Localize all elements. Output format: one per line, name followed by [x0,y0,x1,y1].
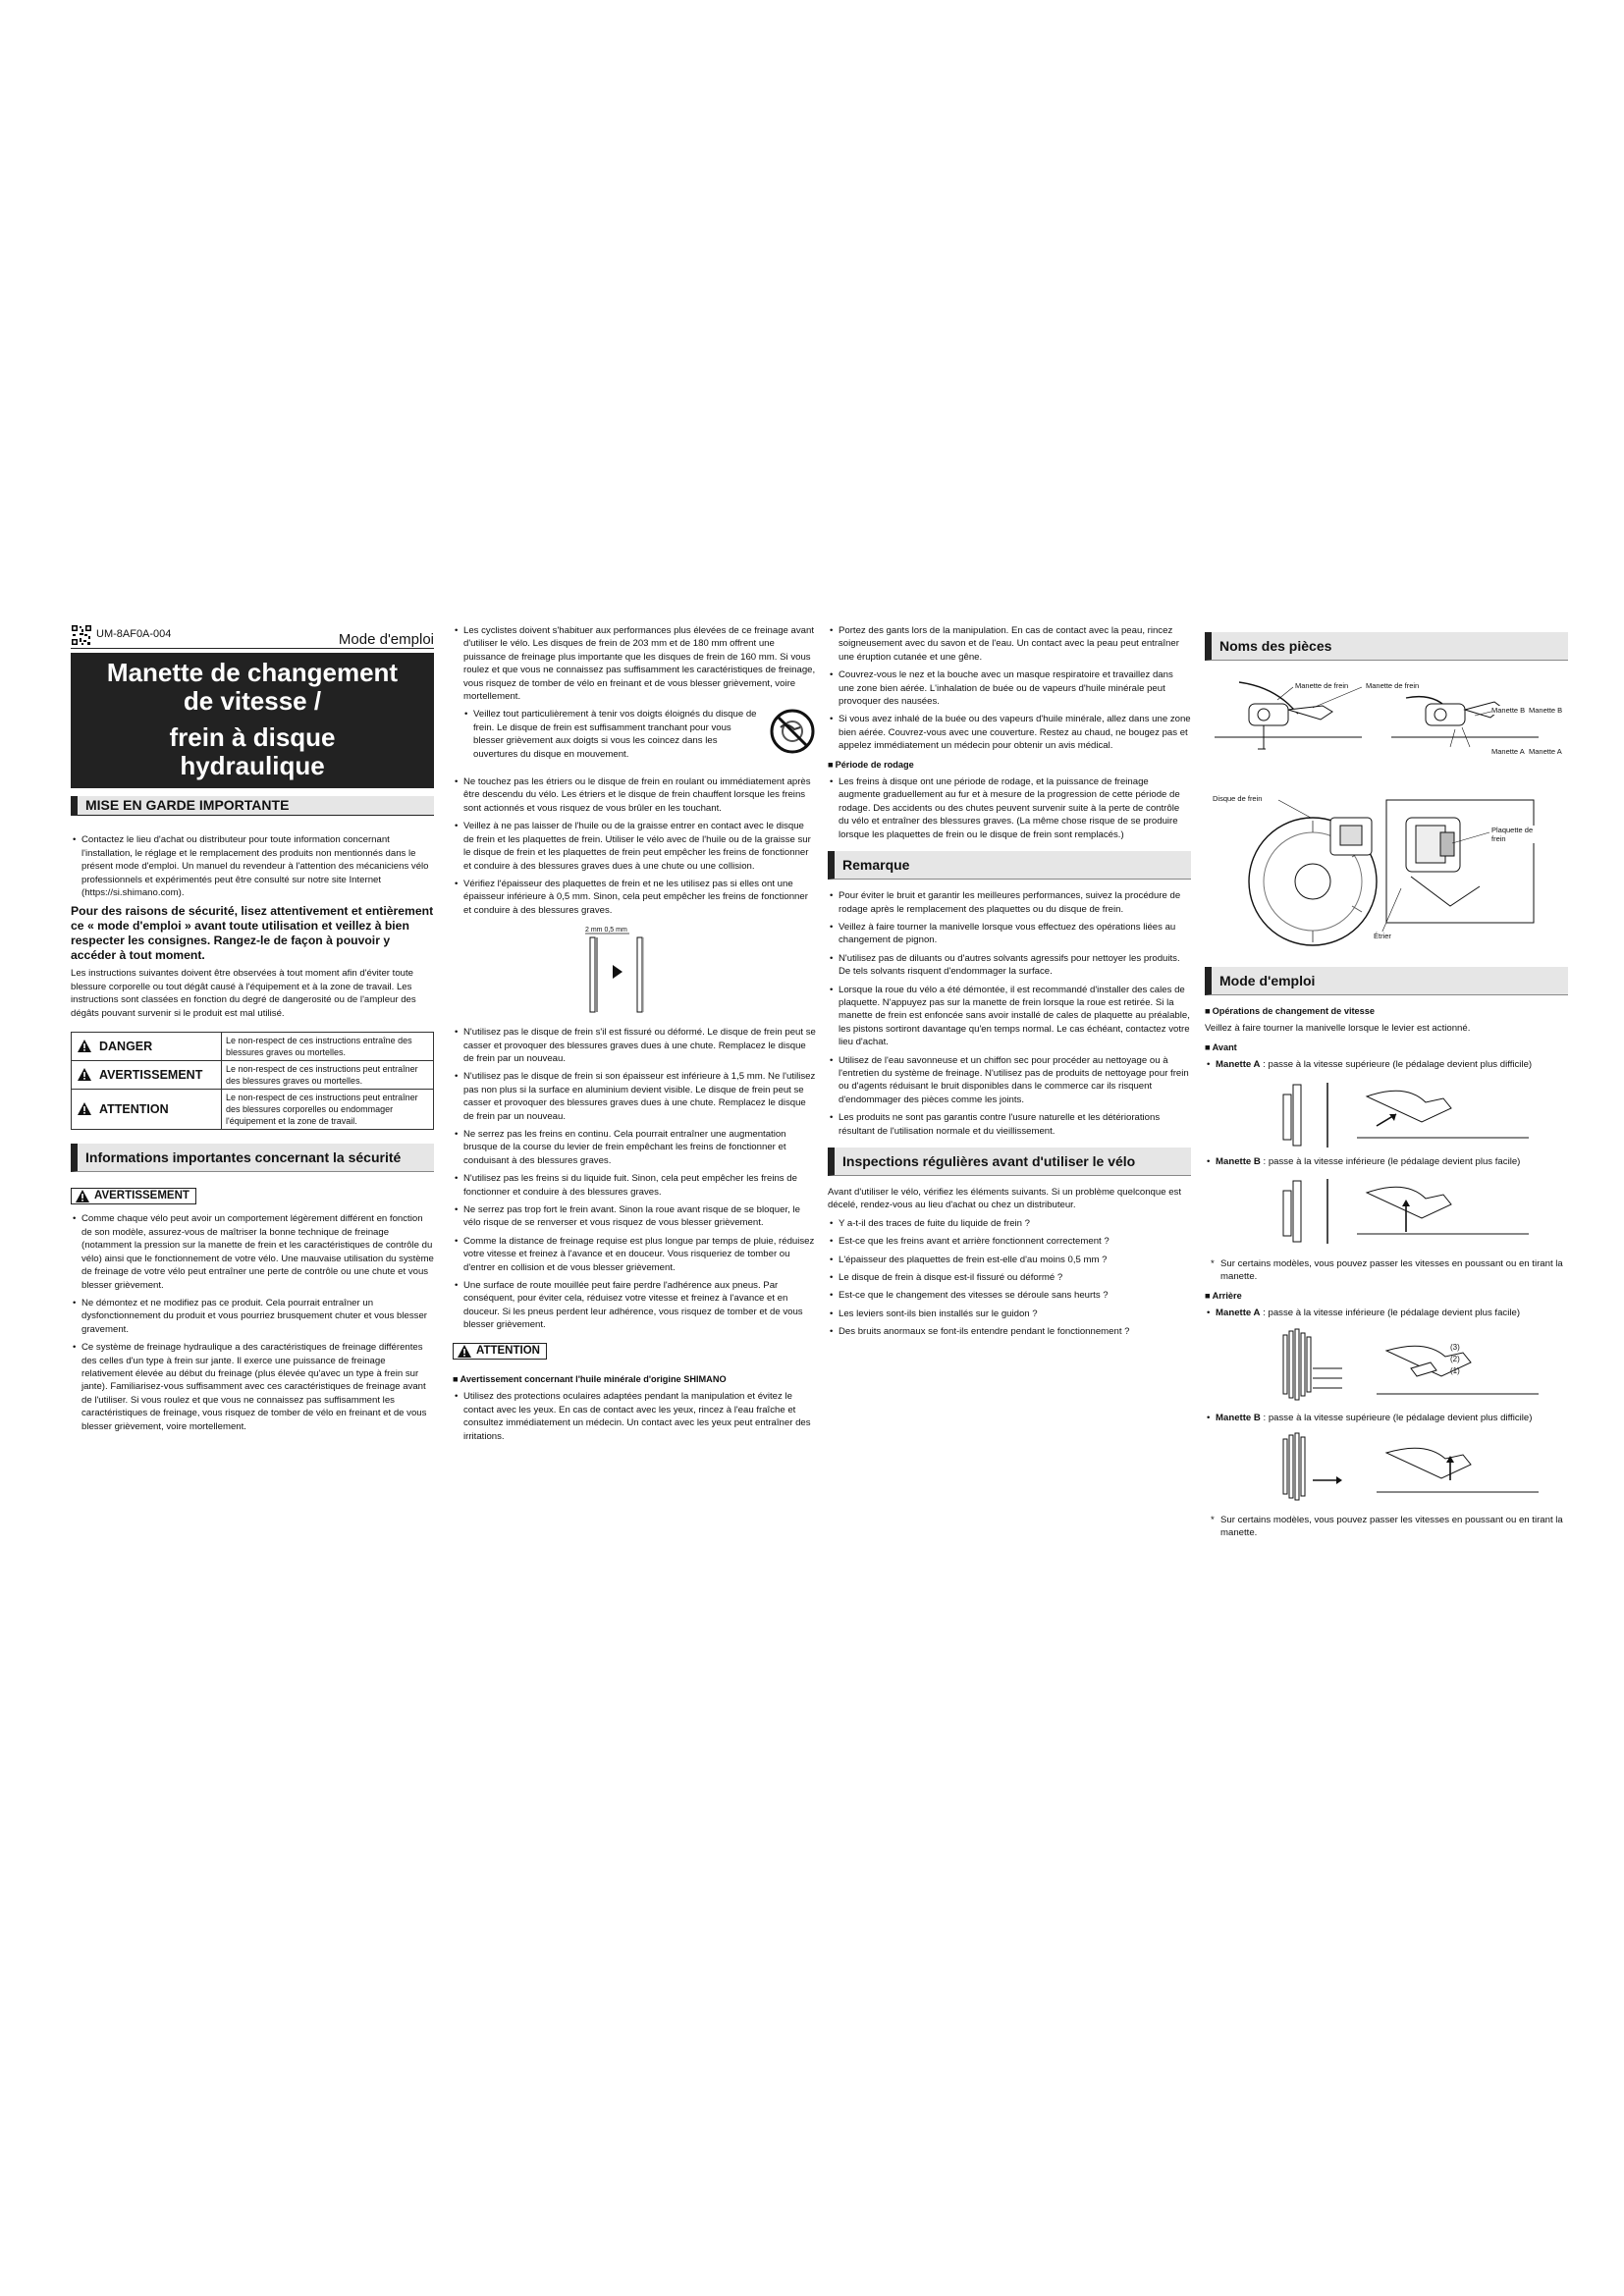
list-item: • Comme la distance de freinage requise est plus longue par temps de pluie, réduisez votre vitesse et freinez à l'avance et en douceur. Vous risqueriez de tomber ou d'entrer en collision et de vous blesser grièvement. [453,1235,816,1274]
pad-thickness-figure [453,922,816,1018]
list-item: • Manette A : passe à la vitesse supérieure (le pédalage devient plus difficile) [1205,1058,1568,1071]
brake-pad-diagram [453,922,816,1018]
checklist-item: • Est-ce que le changement des vitesses se déroule sans heurts ? [828,1289,1191,1302]
doc-id: UM-8AF0A-004 [96,628,172,641]
list-item: • Vérifiez l'épaisseur des plaquettes de frein et ne les utilisez pas si elles ont une épaisseur inférieure à 0,5 mm. Sinon, cela peut empêcher les freins de fonctionner et conduire à des blessures graves. [453,878,816,917]
checklist-item: • Le disque de frein à disque est-il fissuré ou déformé ? [828,1271,1191,1284]
paragraph: Avant d'utiliser le vélo, vérifiez les éléments suivants. Si un problème quelconque est décelé, rendez-vous au lieu d'achat ou chez un distributeur. [828,1187,1182,1211]
label-manette-b-left: Manette B [1491,706,1526,715]
warning-triangle-icon [78,1102,91,1115]
list-item: • Portez des gants lors de la manipulation. En cas de contact avec la peau, rincez soigneusement avec du savon et de l'eau. Un contact avec la peau peut entraîner une éruption cutanée et une gêne. [828,624,1191,664]
list-item: • Les produits ne sont pas garantis contre l'usure naturelle et les détériorations résultant de l'utilisation normale et du vieillissement. [828,1111,1191,1138]
list-item: • Veillez à ne pas laisser de l'huile ou de la graisse entrer en contact avec le disque de frein et les plaquettes de frein. Utiliser le vélo avec de l'huile ou de la graisse sur le disque de frein et les plaquettes de frein peut empêcher les freins de fonctionner et conduire à des blessures graves dues à une chute ou une collision. [453,820,816,873]
label-manette-a-left: Manette A [1491,747,1525,756]
hazard-label: ATTENTION [99,1101,169,1116]
checklist-item: • Des bruits anormaux se font-ils entendre pendant le fonctionnement ? [828,1325,1191,1338]
hazard-text: Le non-respect de ces instructions peut entraîner des blessures corporelles ou endommager l'équipement et la zone de travail. [222,1090,434,1130]
table-row [72,1090,434,1130]
table-row [72,1061,434,1090]
label-manette-b-right: Manette B [1529,706,1563,715]
column-1 [71,624,434,1438]
section-heading-securite: Informations importantes concernant la sécurité [71,1144,434,1172]
hazard-label: DANGER [99,1039,153,1053]
list-item: • Utilisez des protections oculaires adaptées pendant la manipulation et évitez le contact avec les yeux. En cas de contact avec les yeux, rincez à l'eau fraîche et consultez immédiatement un médecin. Un contact avec les yeux peut entraîner des irritations. [453,1390,816,1443]
label-disque-de-frein: Disque de frein [1213,794,1263,803]
section-heading-inspections: Inspections régulières avant d'utiliser le vélo [828,1148,1191,1176]
warning-triangle-icon [458,1345,471,1358]
subheading-arriere: ■ Arrière [1205,1290,1568,1303]
header-mode-label: Mode d'emploi [338,630,434,648]
label-manette-frein-right: Manette de frein [1366,681,1420,690]
list-item: • Veillez à faire tourner la manivelle lorsque vous effectuez des opérations liées au changement de pignon. [828,921,1191,947]
document-header [71,624,434,649]
qr-code-icon [71,624,92,646]
list-item: • Veillez tout particulièrement à tenir vos doigts éloignés du disque de frein. Le disque de frein est suffisamment tranchant pour vous blesser grièvement aux doigts si vous les coincez dans les ouvertures du disque en mouvement. [462,708,763,761]
section-heading-noms: Noms des pièces [1205,632,1568,661]
hazard-table [71,1032,434,1130]
list-item: • Ne démontez et ne modifiez pas ce produit. Cela pourrait entraîner un dysfonctionnement du produit et vous pourriez brusquement chuter et vous blesser gravement. [71,1297,434,1336]
column-4 [1205,624,1568,1546]
subheading: ■ Avertissement concernant l'huile minérale d'origine SHIMANO [453,1373,816,1386]
step-label: (1) [1450,1365,1460,1375]
list-item: • Ne serrez pas trop fort le frein avant. Sinon la roue avant risque de se bloquer, le vélo risque de se renverser et vous risquez de vous blesser grièvement. [453,1203,816,1230]
paragraph: Les instructions suivantes doivent être observées à tout moment afin d'éviter toute blessure corporelle ou tout dégât causé à l'équipement et à la zone de travail. Les instructions sont classées en fonction du degré de dangerosité ou de l'ampleur des dégâts pouvant survenir si le produit est mal utilisé. [71,968,416,1019]
list-item: • Les cyclistes doivent s'habituer aux performances plus élevées de ce freinage avant d'utiliser le vélo. Les disques de frein de 203 mm et de 180 mm offrent une puissance de freinage plus importante que les disques de frein de 160 mm. Si vous roulez et que vous ne connaissez pas suffisamment les caractéristiques de freinage, vous risquez de tomber de vélo en freinant et de vous blesser grièvement, voire mortellement. [453,624,816,703]
shift-diagram-front-b [1205,1173,1568,1252]
list-item: • Manette B : passe à la vitesse supérieure (le pédalage devient plus difficile) [1205,1412,1568,1424]
section-heading-mode-emploi: Mode d'emploi [1205,967,1568,995]
list-item: • Pour éviter le bruit et garantir les meilleures performances, suivez la procédure de rodage après le remplacement des plaquettes ou du disque de frein. [828,889,1191,916]
no-fingers-icon [769,708,816,755]
subheading: ■ Opérations de changement de vitesse [1205,1005,1568,1018]
section-heading-remarque: Remarque [828,851,1191,880]
list-item: • Ne touchez pas les étriers ou le disque de frein en roulant ou immédiatement après être descendu du vélo. Les étriers et le disque de frein chauffent lorsque les freins sont actionnés et vous risquez de vous brûler en les touchant. [453,775,816,815]
rear-shift-a-drawing [1205,1325,1568,1412]
list-item: • N'utilisez pas le disque de frein s'il est fissuré ou déformé. Le disque de frein peut se casser et provoquer des blessures graves dues à une chute. Remplacez le disque de frein par un nouveau. [453,1026,816,1065]
subheading-avant: ■ Avant [1205,1041,1568,1054]
footnote: * Sur certains modèles, vous pouvez passer les vitesses en poussant ou en tirant la manette. [1205,1514,1568,1540]
list-item: • N'utilisez pas les freins si du liquide fuit. Sinon, cela peut empêcher les freins de fonctionner et conduire à des blessures graves. [453,1172,816,1199]
shift-diagram-rear-b [1205,1429,1568,1508]
shift-diagram-front-a [1205,1077,1568,1155]
list-item: • Contactez le lieu d'achat ou distributeur pour toute information concernant l'installation, le réglage et le remplacement des produits non mentionnés dans le présent mode d'emploi. Un manuel du revendeur à l'attention des mécaniciens vélo professionnels et expérimentés peut être consulté sur notre site Internet (https://si.shimano.com). [71,833,434,899]
parts-diagram [1205,670,1568,957]
hazard-text: Le non-respect de ces instructions peut entraîner des blessures graves ou mortelles. [222,1061,434,1090]
list-item: • Ne serrez pas les freins en continu. Cela pourrait entraîner une augmentation brusque de la course du levier de frein empêchant les freins de fonctionner et conduisant à des blessures graves. [453,1128,816,1167]
list-item: • Couvrez-vous le nez et la bouche avec un masque respiratoire et travaillez dans une zone bien aérée. L'inhalation de buée ou de vapeurs d'huile minérale peut provoquer des nausées. [828,668,1191,708]
subheading: ■ Période de rodage [828,759,1191,772]
shift-diagram-rear-a [1205,1325,1568,1412]
list-item: • Les freins à disque ont une période de rodage, et la puissance de freinage augmente graduellement au fur et à mesure de la progression de cette période de rodage. Des accidents ou des chutes peuvent survenir suite à la perte de contrôle du vélo et entraîner des blessures graves. (La même chose risque de se produire lorsque les plaquettes de frein ou le disque de frein sont remplacés.) [828,775,1191,841]
list-item: • Une surface de route mouillée peut faire perdre l'adhérence aux pneus. Par conséquent, pour éviter cela, réduisez votre vitesse et freinez à l'avance et en douceur. Si les pneus perdent leur adhérence, vous risquez de tomber et de vous blesser grièvement. [453,1279,816,1332]
list-item: • Ce système de freinage hydraulique a des caractéristiques de freinage différentes des celles d'un type à frein sur jante. Il exerce une puissance de freinage relativement élevée au début du freinage (plus élevée qu'avec un type à frein sur jante). Familiarisez-vous suffisamment avec ces caractéristiques de freinage avant de l'utiliser. Si vous roulez et que vous ne connaissez pas suffisamment les caractéristiques de freinage, vous risquez de tomber de vélo en freinant et de vous blesser grièvement, voire mortellement. [71,1341,434,1433]
list-item: • Lorsque la roue du vélo a été démontée, il est recommandé d'installer des cales de plaquette. N'appuyez pas sur la manette de frein lorsque la roue est retirée. Si la manette de frein est enfoncée sans avoir installé de cales de plaquette au préalable, les pistons sortiront davantage qu'en temps normal. Le cas échéant, contactez votre lieu d'achat. [828,984,1191,1049]
label-manette-a-right: Manette A [1529,747,1562,756]
column-2 [453,624,816,1448]
list-item: • Manette A : passe à la vitesse inférieure (le pédalage devient plus facile) [1205,1307,1568,1319]
table-row [72,1033,434,1061]
step-label: (2) [1450,1354,1460,1363]
warning-triangle-icon [78,1068,91,1081]
checklist-item: • Y a-t-il des traces de fuite du liquide de frein ? [828,1217,1191,1230]
warning-triangle-icon [76,1190,89,1202]
attention-badge: ATTENTION [453,1343,547,1360]
list-item: • Utilisez de l'eau savonneuse et un chiffon sec pour procéder au nettoyage ou à l'entretien du système de freinage. N'utilisez pas de produits de nettoyage pour frein ou d'agents réduisant le bruit disponibles dans le commerce car ils risquent d'endommager des pièces comme les joints. [828,1054,1191,1107]
label-plaquette: Plaquette de frein [1491,826,1534,843]
checklist-item: • Les leviers sont-ils bien installés sur le guidon ? [828,1308,1191,1320]
hazard-label: AVERTISSEMENT [99,1067,203,1082]
warning-badge: AVERTISSEMENT [71,1188,196,1204]
checklist-item: • Est-ce que les freins avant et arrière fonctionnent correctement ? [828,1235,1191,1248]
hazard-text: Le non-respect de ces instructions entraîne des blessures graves ou mortelles. [222,1033,434,1061]
column-3 [828,624,1191,1344]
warning-triangle-icon [78,1040,91,1052]
figure-label: 2 mm 0,5 mm [585,927,627,934]
checklist-item: • L'épaisseur des plaquettes de frein est-elle d'au moins 0,5 mm ? [828,1254,1191,1266]
safety-bold-notice: Pour des raisons de sécurité, lisez attentivement et entièrement ce « mode d'emploi » avant toute utilisation et veillez à bien respecter les consignes. Rangez-le de façon à pouvoir y accéder à tout moment. [71,904,434,963]
list-item: • Si vous avez inhalé de la buée ou des vapeurs d'huile minérale, allez dans une zone bien aérée. Couvrez-vous avec une couverture. Restez au chaud, ne bougez pas et appelez immédiatement un médecin pour obtenir un avis médical. [828,713,1191,752]
section-heading-mise-en-garde: MISE EN GARDE IMPORTANTE [71,796,434,816]
document-title: Manette de changement de vitesse / frein à disque hydraulique [71,653,434,788]
label-manette-frein-left: Manette de frein [1295,681,1349,690]
list-item: • Comme chaque vélo peut avoir un comportement légèrement différent en fonction de son modèle, assurez-vous de maîtriser la bonne technique de freinage (notamment la pression sur la manette de frein et les caractéristiques de contrôle du vélo) ainsi que le fonctionnement de votre vélo. Une mauvaise utilisation du système de freinage de votre vélo peut entraîner une perte de contrôle ou une chute et vous blesser grièvement. [71,1212,434,1291]
list-item: • Manette B : passe à la vitesse inférieure (le pédalage devient plus facile) [1205,1155,1568,1168]
label-etrier: Étrier [1374,932,1391,940]
list-item: • N'utilisez pas de diluants ou d'autres solvants agressifs pour nettoyer les produits. De tels solvants risquent d'endommager la surface. [828,952,1191,979]
footnote: * Sur certains modèles, vous pouvez passer les vitesses en poussant ou en tirant la manette. [1205,1257,1568,1284]
list-item: • N'utilisez pas le disque de frein si son épaisseur est inférieure à 1,5 mm. Ne l'utilisez pas non plus si la surface en aluminium devient visible. Le disque de frein peut se casser et provoquer des blessures graves dues à une chute. Remplacez le disque de frein par un nouveau. [453,1070,816,1123]
paragraph: Veillez à faire tourner la manivelle lorsque le levier est actionné. [1205,1023,1471,1035]
step-label: (3) [1450,1342,1460,1352]
